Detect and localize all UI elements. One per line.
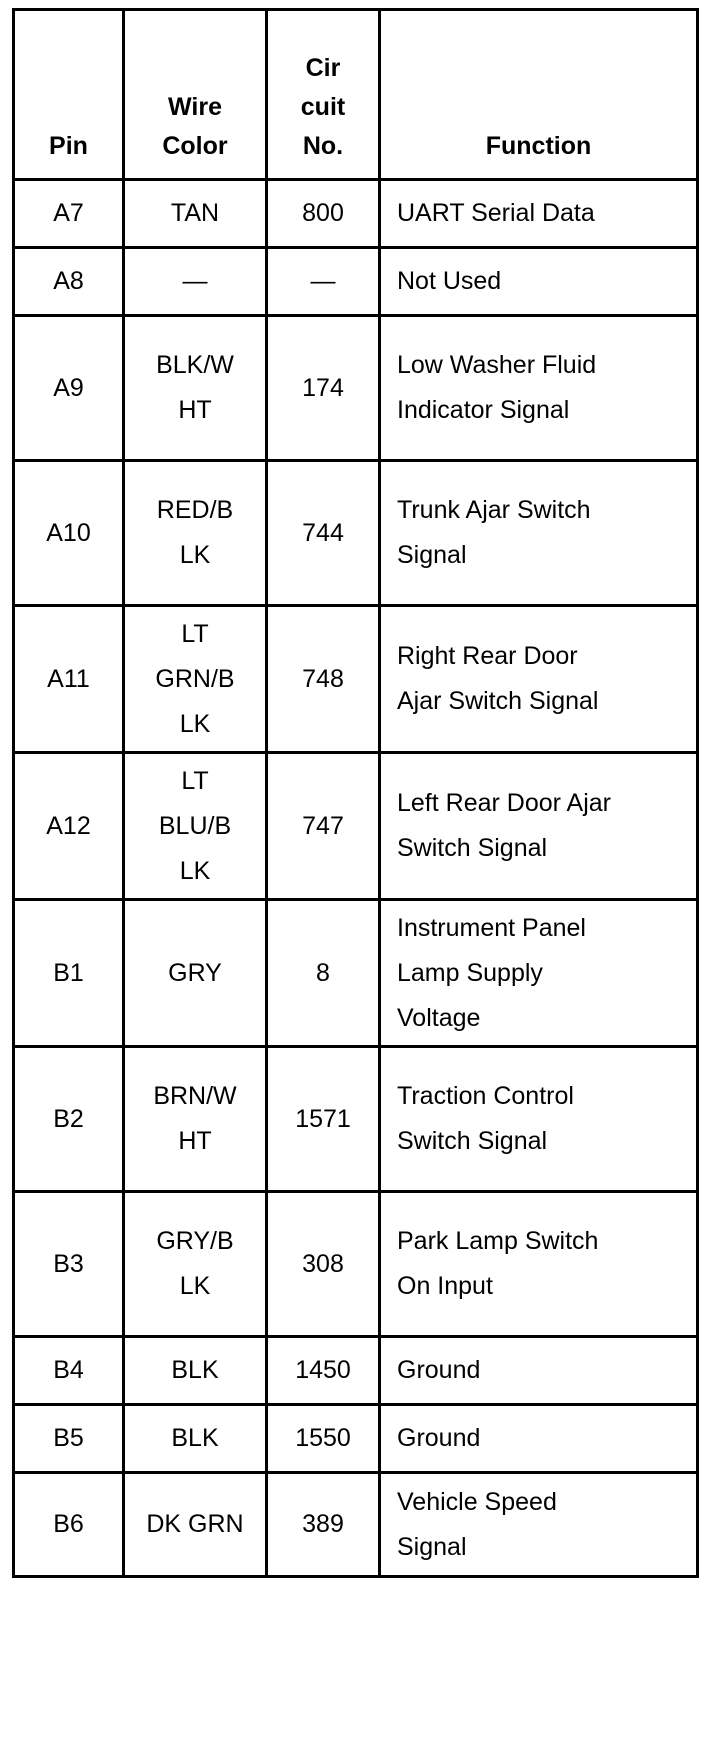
- connector-pinout-table: [12, 8, 699, 1578]
- function-cell: UART Serial Data: [380, 180, 698, 248]
- pin-cell: B4: [14, 1337, 124, 1405]
- circuit-cell: 744: [267, 461, 380, 606]
- circuit-cell: —: [267, 248, 380, 316]
- header-row: [14, 10, 698, 180]
- table-row: [14, 606, 698, 753]
- wire-color-cell: LT BLU/B LK: [124, 753, 267, 900]
- header-circuit-no: Cir cuit No.: [267, 10, 380, 180]
- wire-color-cell: BLK: [124, 1405, 267, 1473]
- wire-color-cell: GRY/B LK: [124, 1192, 267, 1337]
- function-cell: Left Rear Door Ajar Switch Signal: [380, 753, 698, 900]
- function-cell: Ground: [380, 1337, 698, 1405]
- pin-cell: A10: [14, 461, 124, 606]
- table-row: [14, 1405, 698, 1473]
- table-row: [14, 180, 698, 248]
- header-function: Function: [380, 10, 698, 180]
- function-cell: Traction Control Switch Signal: [380, 1047, 698, 1192]
- table-row: [14, 900, 698, 1047]
- table-row: [14, 316, 698, 461]
- circuit-cell: 389: [267, 1473, 380, 1577]
- circuit-cell: 747: [267, 753, 380, 900]
- pin-cell: A7: [14, 180, 124, 248]
- function-cell: Instrument Panel Lamp Supply Voltage: [380, 900, 698, 1047]
- table-row: [14, 1473, 698, 1577]
- pin-cell: B1: [14, 900, 124, 1047]
- function-cell: Right Rear Door Ajar Switch Signal: [380, 606, 698, 753]
- wire-color-cell: DK GRN: [124, 1473, 267, 1577]
- pin-cell: B5: [14, 1405, 124, 1473]
- function-cell: Ground: [380, 1405, 698, 1473]
- pin-cell: B3: [14, 1192, 124, 1337]
- table-row: [14, 461, 698, 606]
- circuit-cell: 8: [267, 900, 380, 1047]
- circuit-cell: 1571: [267, 1047, 380, 1192]
- table-row: [14, 1047, 698, 1192]
- table-row: [14, 1337, 698, 1405]
- circuit-cell: 800: [267, 180, 380, 248]
- table-row: [14, 753, 698, 900]
- function-cell: Park Lamp Switch On Input: [380, 1192, 698, 1337]
- header-pin: Pin: [14, 10, 124, 180]
- function-cell: Not Used: [380, 248, 698, 316]
- header-wire-color: Wire Color: [124, 10, 267, 180]
- pin-cell: B2: [14, 1047, 124, 1192]
- circuit-cell: 748: [267, 606, 380, 753]
- wire-color-cell: RED/B LK: [124, 461, 267, 606]
- function-cell: Low Washer Fluid Indicator Signal: [380, 316, 698, 461]
- pin-cell: A9: [14, 316, 124, 461]
- function-cell: Vehicle Speed Signal: [380, 1473, 698, 1577]
- table-row: [14, 248, 698, 316]
- pin-cell: B6: [14, 1473, 124, 1577]
- circuit-cell: 1550: [267, 1405, 380, 1473]
- table-row: [14, 1192, 698, 1337]
- function-cell: Trunk Ajar Switch Signal: [380, 461, 698, 606]
- wire-color-cell: BLK/W HT: [124, 316, 267, 461]
- pin-cell: A12: [14, 753, 124, 900]
- wire-color-cell: LT GRN/B LK: [124, 606, 267, 753]
- wire-color-cell: TAN: [124, 180, 267, 248]
- circuit-cell: 308: [267, 1192, 380, 1337]
- wire-color-cell: BRN/W HT: [124, 1047, 267, 1192]
- pin-cell: A11: [14, 606, 124, 753]
- circuit-cell: 174: [267, 316, 380, 461]
- pin-cell: A8: [14, 248, 124, 316]
- wire-color-cell: —: [124, 248, 267, 316]
- wire-color-cell: BLK: [124, 1337, 267, 1405]
- circuit-cell: 1450: [267, 1337, 380, 1405]
- wire-color-cell: GRY: [124, 900, 267, 1047]
